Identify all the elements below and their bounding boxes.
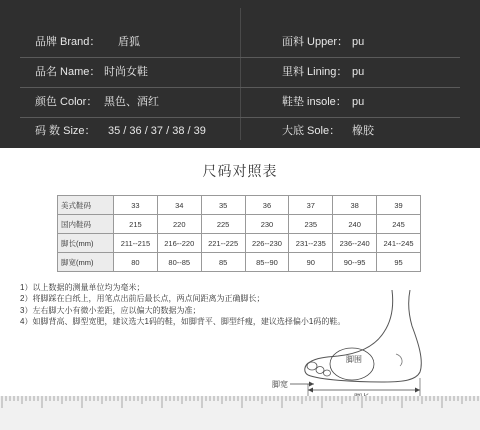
foot-measure-diagram	[268, 290, 480, 402]
size-chart-table	[57, 195, 421, 272]
brand-label: 品牌 Brand：	[35, 36, 101, 48]
lining-value: pu	[352, 66, 365, 78]
spec-row-color	[0, 88, 480, 117]
table-cell: 85--90	[245, 253, 289, 272]
insole-label: 鞋垫 insole：	[282, 96, 347, 108]
table-cell: 85	[201, 253, 245, 272]
size-value: 35 / 36 / 37 / 38 / 39	[108, 125, 206, 137]
table-row	[58, 253, 421, 272]
spec-row-brand	[0, 28, 480, 57]
ruler-ticks	[0, 396, 480, 430]
width-label: 脚宽	[272, 380, 288, 389]
table-cell: 231--235	[289, 234, 333, 253]
table-cell: 38	[333, 196, 377, 215]
table-cell: 220	[157, 215, 201, 234]
sole-value: 橡胶	[352, 125, 374, 137]
table-cell: 240	[333, 215, 377, 234]
note-item: 1）以上数据的测量单位均为毫米；	[20, 283, 145, 292]
row-header: 国内鞋码	[58, 215, 114, 234]
table-row	[58, 196, 421, 215]
table-cell: 39	[377, 196, 421, 215]
table-cell: 216--220	[157, 234, 201, 253]
row-header: 脚长(mm)	[58, 234, 114, 253]
table-cell: 33	[114, 196, 158, 215]
table-cell: 80--85	[157, 253, 201, 272]
table-cell: 211--215	[114, 234, 158, 253]
table-cell: 90--95	[333, 253, 377, 272]
table-cell: 215	[114, 215, 158, 234]
color-value: 黑色、酒红	[104, 96, 159, 108]
ruler-graphic	[0, 396, 480, 430]
table-cell: 221--225	[201, 234, 245, 253]
table-cell: 35	[201, 196, 245, 215]
product-spec-panel	[0, 0, 480, 148]
table-cell: 90	[289, 253, 333, 272]
note-item: 3）左右脚大小有微小差距，应以偏大的数据为准；	[20, 305, 201, 315]
table-cell: 245	[377, 215, 421, 234]
size-label: 码 数 Size：	[35, 125, 96, 137]
table-cell: 241--245	[377, 234, 421, 253]
foot-outline-icon	[268, 290, 480, 402]
table-row	[58, 234, 421, 253]
spec-row-size	[0, 117, 480, 146]
name-label: 品名 Name：	[35, 66, 101, 78]
name-value: 时尚女鞋	[104, 66, 148, 78]
lining-label: 里料 Lining：	[282, 66, 348, 78]
table-cell: 235	[289, 215, 333, 234]
brand-value: 盾狐	[118, 36, 140, 48]
table-cell: 34	[157, 196, 201, 215]
table-row	[58, 215, 421, 234]
row-header: 美式鞋码	[58, 196, 114, 215]
table-cell: 36	[245, 196, 289, 215]
spec-row-name	[0, 58, 480, 87]
table-cell: 95	[377, 253, 421, 272]
size-chart-title: 尺码对照表	[202, 163, 278, 179]
table-cell: 236--240	[333, 234, 377, 253]
note-item: 4）如脚背高、脚型宽肥，建议选大1码的鞋，如脚背平、脚型纤瘦，建议选择偏小1码的鞋。	[20, 317, 346, 327]
table-cell: 80	[114, 253, 158, 272]
table-cell: 230	[245, 215, 289, 234]
table-cell: 226--230	[245, 234, 289, 253]
upper-label: 面料 Upper：	[282, 36, 349, 48]
sole-label: 大底 Sole：	[282, 125, 341, 137]
note-item: 2）将脚踩在白纸上，用笔点出前后最长点，两点间距离为正确脚长；	[20, 294, 265, 304]
table-cell: 225	[201, 215, 245, 234]
insole-value: pu	[352, 96, 365, 108]
row-header: 脚宽(mm)	[58, 253, 114, 272]
girth-label: 脚围	[346, 355, 362, 364]
color-label: 颜色 Color：	[35, 96, 98, 108]
upper-value: pu	[352, 36, 365, 48]
table-cell: 37	[289, 196, 333, 215]
